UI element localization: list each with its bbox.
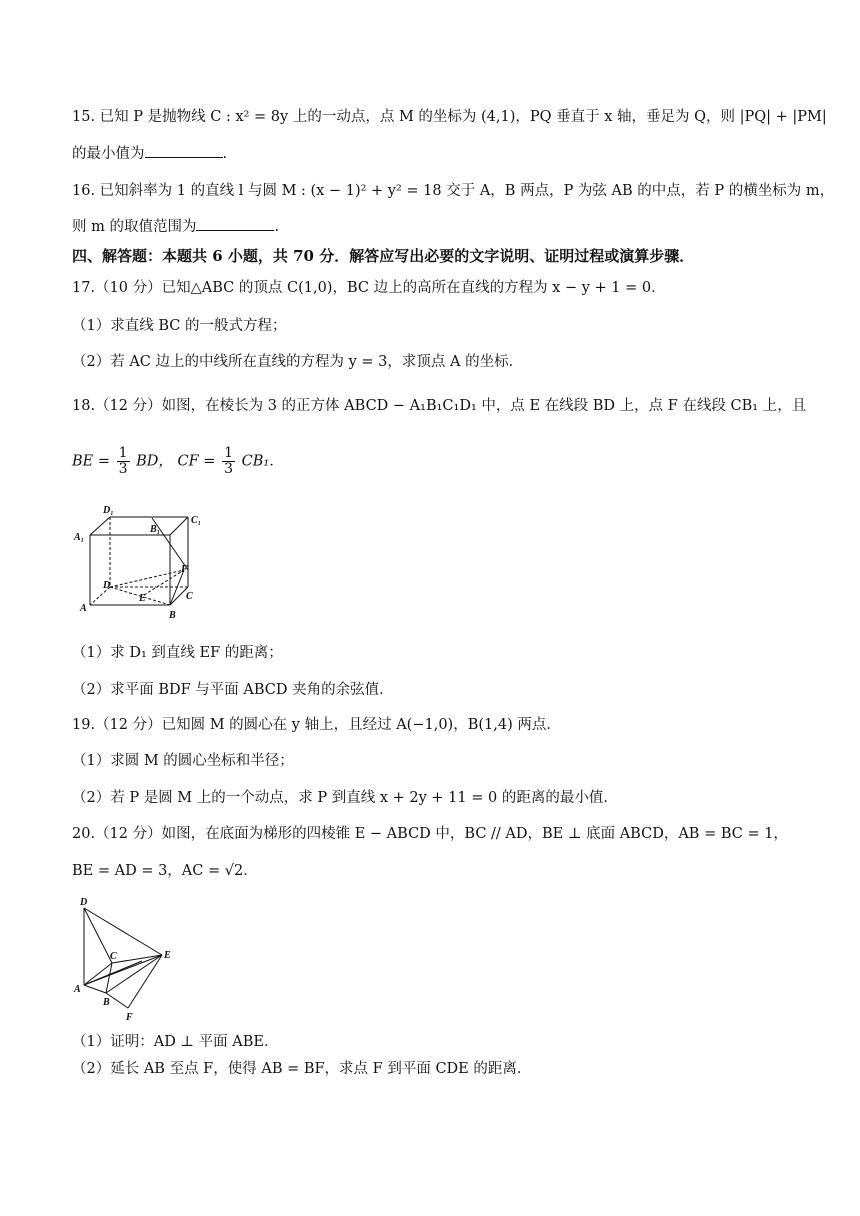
q19-part2: （2）若 P 是圆 M 上的一个动点，求 P 到直线 x + 2y + 11 = 0 的距离的最小值． [72,790,618,806]
q17-stem: 17.（10 分）已知△ABC 的顶点 C(1,0)，BC 边上的高所在直线的方程为 x − y + 1 = 0． [72,280,666,296]
q15-line2-pre: 的最小值为 [72,146,145,162]
q18-label-b1: B₁ [150,524,161,535]
q18-stem: 18.（12 分）如图，在棱长为 3 的正方体 ABCD − A₁B₁C₁D₁ 中，点 E 在线段 BD 上，点 F 在线段 CB₁ 上，且 [72,398,807,414]
q18-cube-figure [70,500,210,625]
q16-answer-blank[interactable] [196,216,274,231]
q20-stem: 20.（12 分）如图，在底面为梯形的四棱锥 E − ABCD 中，BC // AD，BE ⊥ 底面 ABCD，AB = BC = 1， [72,826,788,842]
q20-label-c: C [110,951,117,962]
q19-stem: 19.（12 分）已知圆 M 的圆心在 y 轴上，且经过 A(−1,0)，B(1,4) 两点． [72,717,561,733]
q20-label-a: A [74,984,81,995]
q18-cf-label: CF = [177,453,216,470]
q18-frac-2: $\frac{1}{3}$ [224,445,233,477]
q20-label-e: E [164,950,171,961]
q20-part2: （2）延长 AB 至点 F，使得 AB = BF，求点 F 到平面 CDE 的距离． [72,1061,532,1077]
q20-pyramid-figure [70,895,190,1025]
q17-part2: （2）若 AC 边上的中线所在直线的方程为 y = 3，求顶点 A 的坐标． [72,354,524,370]
q18-part2: （2）求平面 BDF 与平面 ABCD 夹角的余弦值． [72,682,394,698]
q18-label-a: A [80,603,87,614]
q18-label-e: E [139,593,146,604]
q19-part1: （1）求圆 M 的圆心坐标和半径； [72,753,294,769]
q18-label-b: B [169,610,176,621]
q15-line2-post: . [222,146,228,162]
q20-label-f: F [126,1012,133,1023]
q16-line2-post: . [274,219,280,235]
q15-line1: 15. 已知 P 是抛物线 C : x² = 8y 上的一动点，点 M 的坐标为 (4,1)，PQ 垂直于 x 轴，垂足为 Q，则 |PQ| + |PM| [72,109,827,125]
q18-label-c1: C₁ [191,515,202,526]
q20-stem2: BE = AD = 3，AC = √2． [72,863,258,879]
q18-label-f: F [181,564,188,575]
q20-part1: （1）证明：AD ⊥ 平面 ABE． [72,1034,279,1050]
q15-line2 [72,143,830,164]
q18-bd-label: BD， [136,453,173,470]
q18-label-d1: D₁ [103,505,114,516]
q20-label-d: D [80,897,88,908]
q18-cb-label: CB₁． [241,453,284,470]
q18-condition [72,446,830,477]
q17-part1: （1）求直线 BC 的一般式方程； [72,318,287,334]
q18-part1: （1）求 D₁ 到直线 EF 的距离； [72,645,283,661]
q18-frac-1: $\frac{1}{3}$ [118,445,128,477]
q15-answer-blank[interactable] [145,143,223,158]
q16-line2-pre: 则 m 的取值范围为 [72,219,197,235]
q20-label-b: B [103,997,110,1008]
q18-label-a1: A₁ [74,532,85,543]
q18-be-label: BE = [72,453,110,470]
q18-label-c: C [186,591,193,602]
q16-line2 [72,216,830,237]
q18-label-d: D [103,580,111,591]
section-heading: 四、解答题：本题共 6 小题，共 70 分．解答应写出必要的文字说明、证明过程或演算步骤． [72,247,695,265]
q16-line1: 16. 已知斜率为 1 的直线 l 与圆 M : (x − 1)² + y² = 18 交于 A，B 两点，P 为弦 AB 的中点，若 P 的横坐标为 m， [72,183,835,199]
